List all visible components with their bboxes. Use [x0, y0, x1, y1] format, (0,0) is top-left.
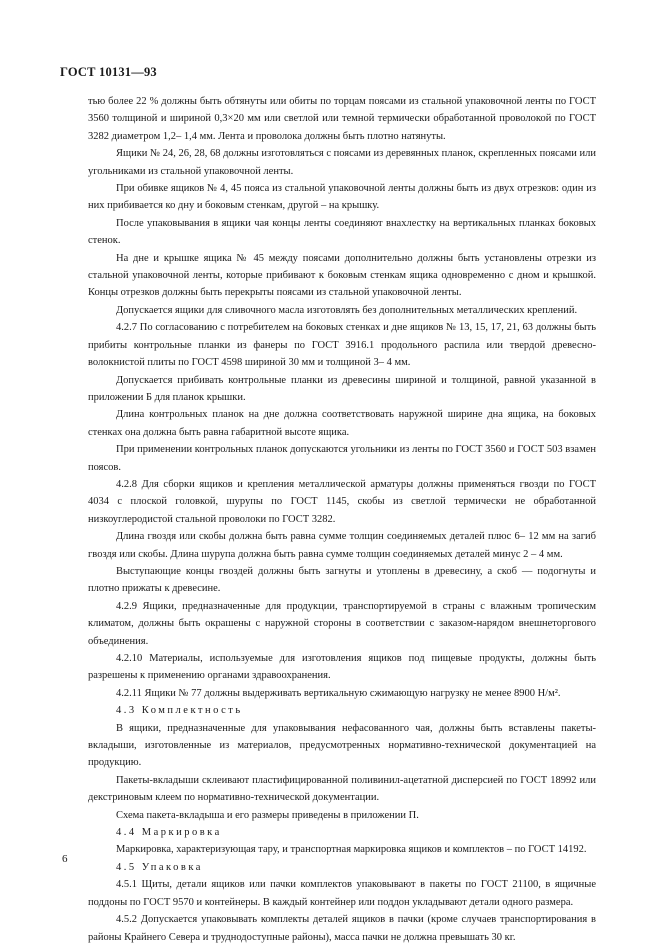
- paragraph: Пакеты-вкладыши склеивают пластифицированной поливинил-ацетатной дисперсией по ГОСТ 18992 или декстриновым клеем по нормативно-технической документации.: [88, 774, 596, 804]
- section-heading: 4.3 Комплектность: [116, 705, 243, 717]
- paragraph: тью более 22 % должны быть обтянуты или обиты по торцам поясами из стальной упаковочной ленты по ГОСТ 3560 толщиной и шириной 0,3×20 мм или светлой или темной термически обработанной проволокой по ГОСТ 3282 диаметром 1,2– 1,4 мм. Лента и проволока должны быть плотно натянуты.: [88, 96, 596, 142]
- section-heading: 4.4 Маркировка: [116, 827, 222, 839]
- paragraph: Допускается ящики для сливочного масла изготовлять без дополнительных металлических креплений.: [116, 304, 578, 316]
- paragraph: 4.2.8 Для сборки ящиков и крепления металлической арматуры должны применяться гвозди по ГОСТ 4034 с плоской головкой, шурупы по ГОСТ 1145, скобы из светлой термически не обработанной низкоуглеродистой стальной проволоки по ГОСТ 3282.: [88, 478, 596, 525]
- paragraph: Длина контрольных планок на дне должна соответствовать наружной ширине дна ящика, на боковых стенках она должна быть равна габаритной высоте ящика.: [88, 409, 596, 438]
- paragraph: Допускается прибивать контрольные планки из древесины шириной и толщиной, равной указанной в приложении Б для планок крышки.: [88, 374, 596, 403]
- paragraph: 4.5.2 Допускается упаковывать комплекты деталей ящиков в пачки (кроме случаев транспортирования в районы Крайнего Севера и труднодоступные районы), масса пачки не должна превышать 30 кг.: [88, 914, 596, 943]
- document-body: [88, 93, 596, 946]
- section-heading: 4.5 Упаковка: [116, 861, 203, 873]
- paragraph: Ящики № 24, 26, 28, 68 должны изготовляться с поясами из деревянных планок, скрепленных поясами или угольниками из стальной упаковочной ленты.: [88, 148, 596, 177]
- paragraph: В ящики, предназначенные для упаковывания нефасованного чая, должны быть вставлены пакеты-вкладыши, изготовленные из материалов, предусмотренных нормативно-технической документацией на продукцию.: [88, 722, 596, 769]
- paragraph: 4.5.1 Щиты, детали ящиков или пачки комплектов упаковывают в пакеты по ГОСТ 21100, в ящичные поддоны по ГОСТ 9570 и контейнеры. В каждый контейнер или поддон укладывают детали одного размера.: [88, 879, 596, 908]
- paragraph: Длина гвоздя или скобы должна быть равна сумме толщин соединяемых деталей плюс 6– 12 мм на загиб гвоздя или скобы. Длина шурупа должна быть равна сумме толщин соединяемых деталей минус 2 – 4 мм.: [88, 531, 596, 560]
- paragraph: 4.2.9 Ящики, предназначенные для продукции, транспортируемой в страны с влажным тропическим климатом, должны быть окрашены с наружной стороны в соответствии с заказом-нарядом внешнеторгового объединения.: [88, 600, 596, 647]
- paragraph: Схема пакета-вкладыша и его размеры приведены в приложении П.: [116, 809, 419, 821]
- paragraph: При обивке ящиков № 4, 45 пояса из стальной упаковочной ленты должны быть из двух отрезков: один из них прибивается ко дну и боковым стенкам, другой – на крышку.: [88, 183, 596, 212]
- paragraph: После упаковывания в ящики чая концы ленты соединяют внахлестку на вертикальных планках боковых стенок.: [88, 217, 596, 247]
- paragraph: Выступающие концы гвоздей должны быть загнуты и утоплены в древесину, а скоб — подогнуты и плотно прижаты к древесине.: [88, 565, 596, 595]
- document-header: ГОСТ 10131—93: [60, 65, 157, 79]
- paragraph: На дне и крышке ящика № 45 между поясами дополнительно должны быть установлены отрезки из стальной упаковочной ленты, которые прибивают к боковым стенкам ящика одновременно с дном и крышкой. Концы отрезков должны быть перекрыты поясами из стальной упаковочной ленты.: [88, 252, 596, 299]
- page-number: 6: [62, 853, 68, 865]
- paragraph: 4.2.7 По согласованию с потребителем на боковых стенках и дне ящиков № 13, 15, 17, 21, 63 должны быть прибиты контрольные планки из фанеры по ГОСТ 3916.1 продольного распила или твердой древесно-волокнистой плиты по ГОСТ 4598 шириной 30 мм и толщиной 3– 4 мм.: [88, 322, 596, 369]
- paragraph: Маркировка, характеризующая тару, и транспортная маркировка ящиков и комплектов – по ГОСТ 14192.: [116, 844, 587, 856]
- paragraph: 4.2.10 Материалы, используемые для изготовления ящиков под пищевые продукты, должны быть разрешены к применению органами здравоохранения.: [88, 653, 596, 682]
- paragraph: 4.2.11 Ящики № 77 должны выдерживать вертикальную сжимающую нагрузку не менее 8900 Н/м².: [116, 687, 561, 699]
- paragraph: При применении контрольных планок допускаются угольники из ленты по ГОСТ 3560 и ГОСТ 503 взамен поясов.: [88, 444, 596, 473]
